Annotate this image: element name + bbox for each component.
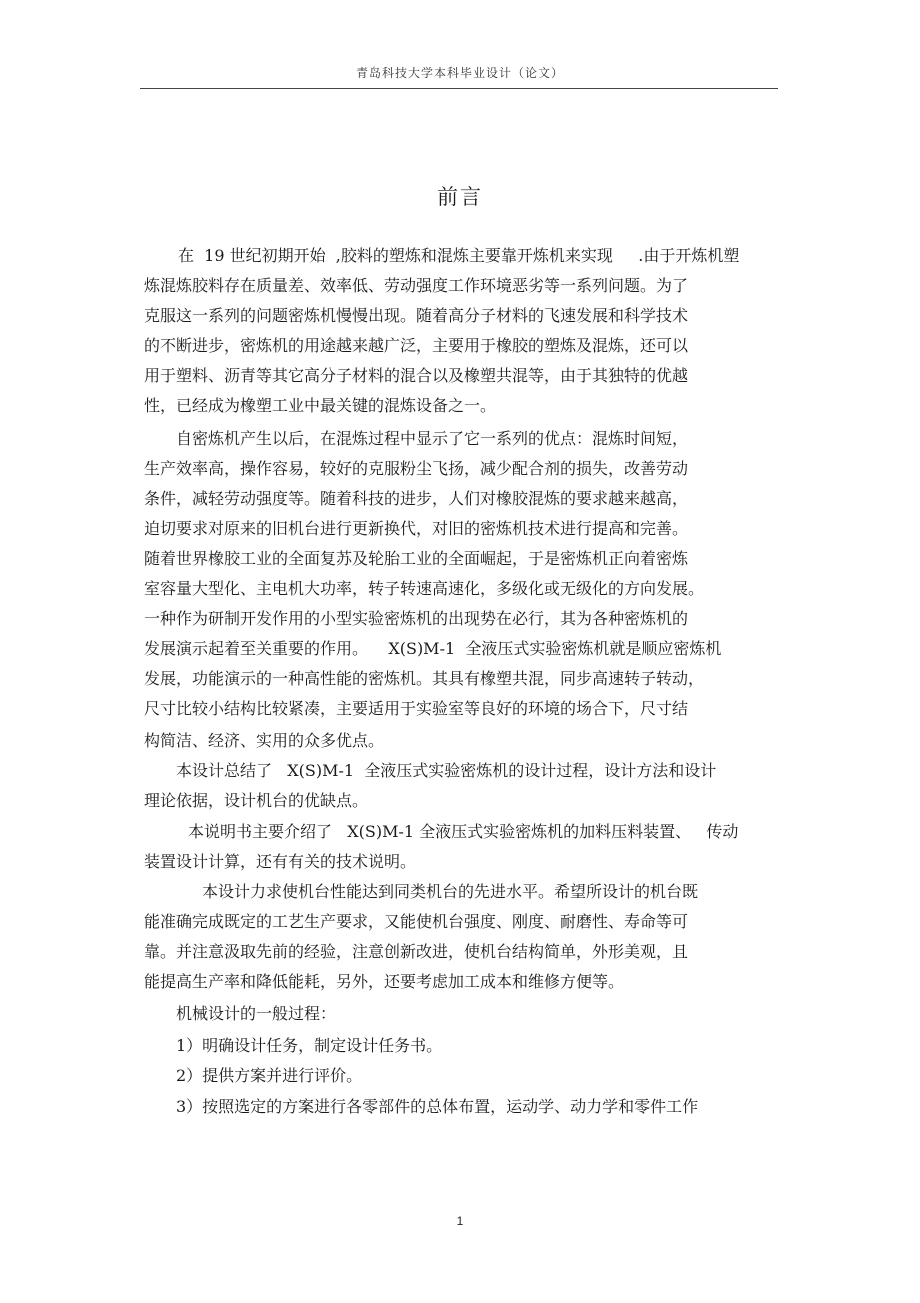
- text-line: 2）提供方案并进行评价。: [176, 1066, 363, 1085]
- text-line: 能准确完成既定的工艺生产要求，又能使机台强度、刚度、耐磨性、寿命等可: [144, 912, 689, 931]
- text-line: 用于塑料、沥青等其它高分子材料的混合以及橡塑共混等，由于其独特的优越: [144, 366, 689, 385]
- page-number: 1: [456, 1214, 464, 1228]
- text-line: 克服这一系列的问题密炼机慢慢出现。随着高分子材料的飞速发展和科学技术: [144, 306, 689, 325]
- text-line: 1）明确设计任务，制定设计任务书。: [176, 1036, 443, 1055]
- running-header: 青岛科技大学本科毕业设计（论文）: [355, 66, 564, 80]
- text-line: 理论依据，设计机台的优缺点。: [144, 791, 369, 810]
- text-line: 本设计总结了 X(S)M-1 全液压式实验密炼机的设计过程，设计方法和设计: [176, 761, 717, 780]
- text-line: 性，已经成为橡塑工业中最关键的混炼设备之一。: [144, 396, 497, 415]
- text-line: 靠。并注意汲取先前的经验，注意创新改进，使机台结构简单，外形美观，且: [144, 942, 689, 961]
- header-rule: [140, 88, 778, 89]
- text-line: 装置设计计算，还有有关的技术说明。: [144, 852, 417, 871]
- text-line: 一种作为研制开发作用的小型实验密炼机的出现势在必行，其为各种密炼机的: [144, 609, 689, 628]
- text-line: 能提高生产率和降低能耗，另外，还要考虑加工成本和维修方便等。: [144, 972, 625, 991]
- text-line: 发展，功能演示的一种高性能的密炼机。其具有橡塑共混，同步高速转子转动，: [144, 669, 705, 688]
- text-line: 生产效率高，操作容易，较好的克服粉尘飞扬，减少配合剂的损失，改善劳动: [144, 459, 689, 478]
- text-line: 的不断进步，密炼机的用途越来越广泛，主要用于橡胶的塑炼及混炼，还可以: [144, 336, 689, 355]
- page-title: 前言: [437, 185, 483, 209]
- text-line: 随着世界橡胶工业的全面复苏及轮胎工业的全面崛起，于是密炼机正向着密炼: [144, 549, 689, 568]
- text-line: 在 19 世纪初期开始 ,胶料的塑炼和混炼主要靠开炼机来实现 .由于开炼机塑: [178, 246, 740, 265]
- text-line: 3）按照选定的方案进行各零部件的总体布置，运动学、动力学和零件工作: [176, 1097, 699, 1116]
- text-line: 构简洁、经济、实用的众多优点。: [144, 731, 385, 750]
- text-line: 本说明书主要介绍了 X(S)M-1 全液压式实验密炼机的加料压料装置、 传动: [188, 822, 739, 841]
- text-line: 室容量大型化、主电机大功率，转子转速高速化，多级化或无级化的方向发展。: [144, 579, 705, 598]
- text-line: 炼混炼胶料存在质量差、效率低、劳动强度工作环境恶劣等一系列问题。为了: [144, 276, 689, 295]
- text-line: 发展演示起着至关重要的作用。 X(S)M-1 全液压式实验密炼机就是顺应密炼机: [144, 639, 722, 658]
- text-line: 尺寸比较小结构比较紧凑，主要适用于实验室等良好的环境的场合下，尺寸结: [144, 699, 689, 718]
- text-line: 迫切要求对原来的旧机台进行更新换代，对旧的密炼机技术进行提高和完善。: [144, 519, 689, 538]
- text-line: 条件，减轻劳动强度等。随着科技的进步，人们对橡胶混炼的要求越来越高，: [144, 489, 689, 508]
- text-line: 本设计力求使机台性能达到同类机台的先进水平。希望所设计的机台既: [202, 882, 699, 901]
- text-line: 机械设计的一般过程：: [176, 1004, 337, 1023]
- text-line: 自密炼机产生以后，在混炼过程中显示了它一系列的优点：混炼时间短，: [176, 429, 689, 448]
